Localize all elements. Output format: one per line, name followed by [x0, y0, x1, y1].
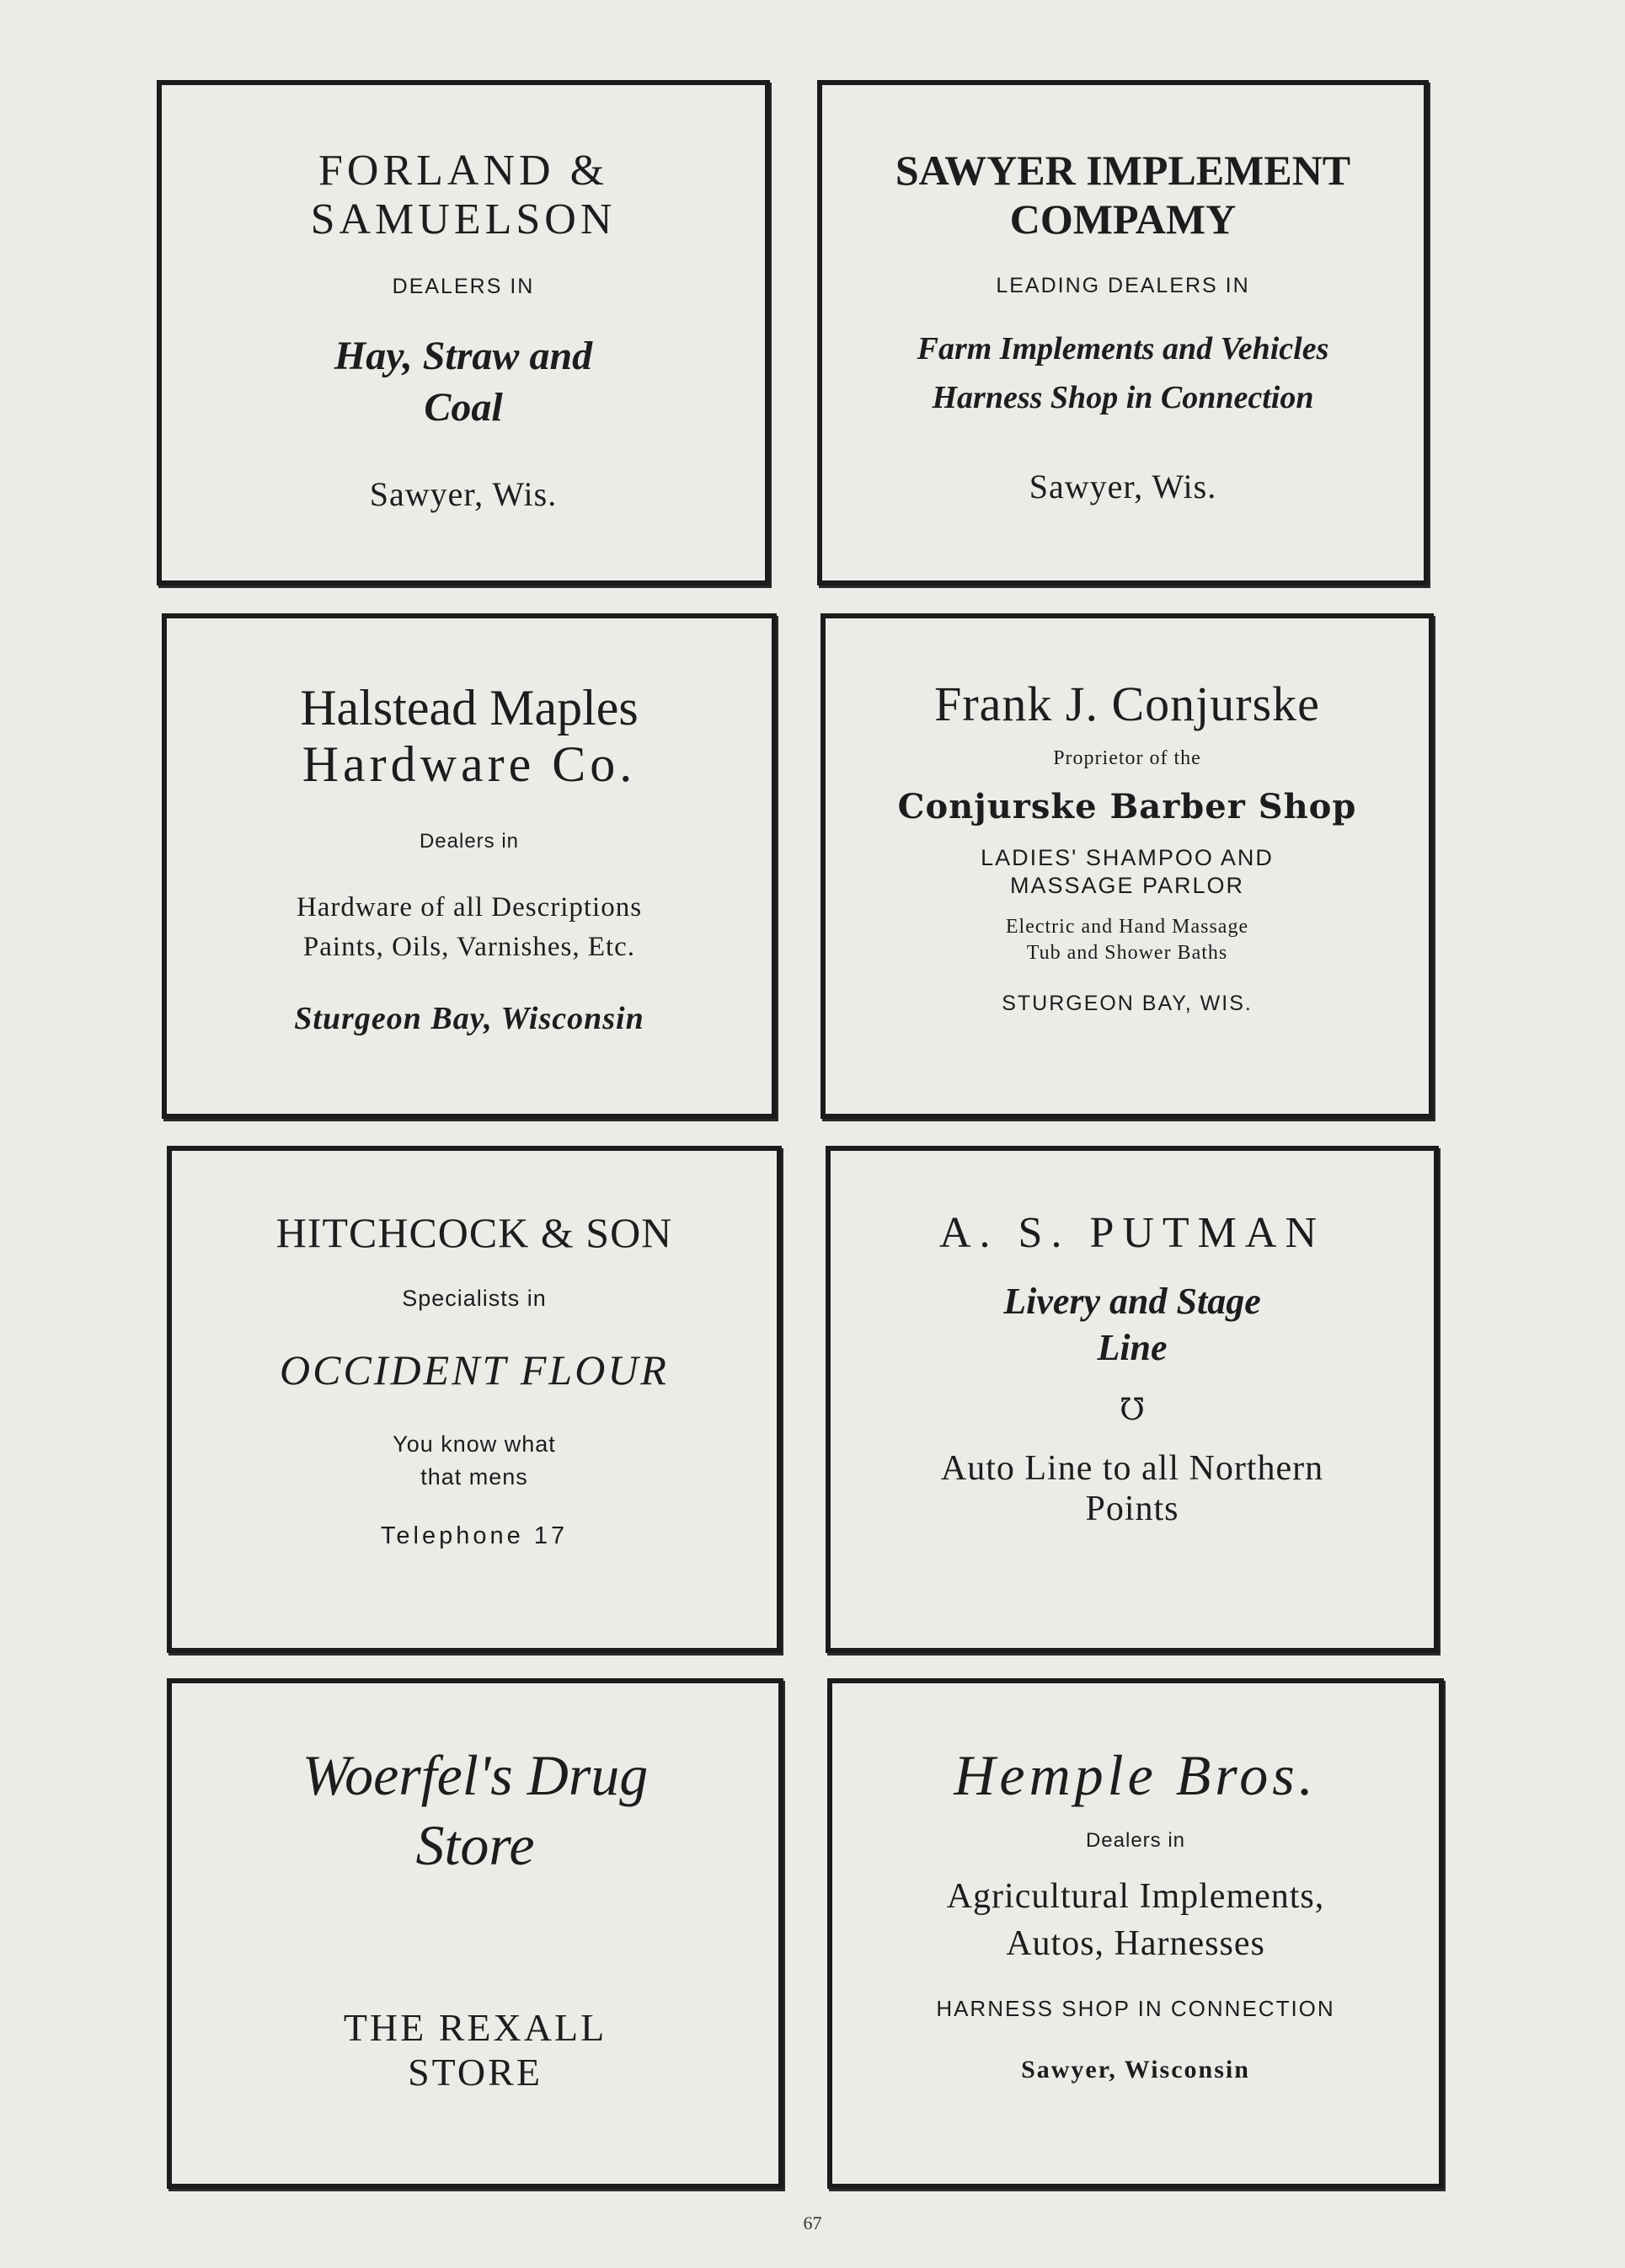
ad-shop-name: Conjurske Barber Shop: [897, 787, 1357, 826]
ad-location: STURGEON BAY, WIS.: [1002, 992, 1253, 1015]
page-number: 67: [803, 2212, 822, 2233]
ad-title-line: COMPAMY: [1009, 195, 1237, 243]
ad-service-line: LADIES' SHAMPOO AND: [981, 845, 1274, 870]
ad-service-line: Electric and Hand Massage: [1005, 916, 1249, 938]
ad-product-line: Harness Shop in Connection: [932, 380, 1314, 415]
ad-conjurske: [821, 613, 1434, 1119]
ad-sawyer-implement: [817, 80, 1429, 586]
ad-title-line: HITCHCOCK & SON: [275, 1209, 673, 1256]
ad-location: Sawyer, Wis.: [369, 475, 558, 513]
ad-title-line: Hardware Co.: [302, 736, 637, 792]
ad-product-line: OCCIDENT FLOUR: [280, 1346, 669, 1393]
ad-tagline: THE REXALL: [343, 2006, 607, 2049]
horseshoe-icon: ℧: [1120, 1393, 1145, 1426]
ad-title-line: Store: [415, 1813, 535, 1877]
ad-location: Sawyer, Wisconsin: [1021, 2056, 1250, 2083]
ad-title-line: SAWYER IMPLEMENT: [895, 147, 1351, 194]
ad-product-line: Paints, Oils, Varnishes, Etc.: [302, 932, 636, 962]
ad-service-line: Auto Line to all Northern: [940, 1449, 1324, 1488]
ad-subheading: Specialists in: [402, 1286, 547, 1311]
ad-title-line: FORLAND &: [318, 147, 609, 195]
ad-product-line: Hay, Straw and: [334, 334, 593, 378]
ad-title-line: Halstead Maples: [300, 680, 639, 735]
ad-service-line: Points: [1085, 1490, 1179, 1528]
ad-title-line: Hemple Bros.: [954, 1743, 1318, 1807]
ad-service-line: MASSAGE PARLOR: [1009, 873, 1245, 898]
ad-title-line: Frank J. Conjurske: [934, 677, 1320, 731]
ad-tagline: that mens: [420, 1464, 528, 1490]
ad-location: Sawyer, Wis.: [1029, 468, 1217, 505]
ad-hemple-bros: [827, 1678, 1444, 2189]
ad-subheading: LEADING DEALERS IN: [996, 274, 1250, 297]
ad-subheading: Dealers in: [419, 830, 520, 853]
ad-title-line: A. S. PUTMAN: [938, 1209, 1326, 1257]
ad-service-line: HARNESS SHOP IN CONNECTION: [936, 1996, 1335, 2021]
ad-putman: [826, 1146, 1439, 1653]
ad-product-line: Autos, Harnesses: [1006, 1924, 1265, 1963]
ad-product-line: Hardware of all Descriptions: [296, 892, 643, 923]
ad-title-line: SAMUELSON: [310, 195, 617, 243]
ad-product-line: Agricultural Implements,: [946, 1877, 1325, 1916]
ad-halstead-maples: [162, 613, 777, 1119]
ad-subheading: Proprietor of the: [1053, 747, 1201, 769]
ad-forland-samuelson: [157, 80, 770, 586]
ad-product-line: Livery and Stage: [1003, 1281, 1261, 1322]
ad-service-line: Tub and Shower Baths: [1026, 942, 1228, 964]
ad-hitchcock-son: [167, 1146, 782, 1653]
ad-product-line: Coal: [424, 385, 503, 430]
ad-title-line: Woerfel's Drug: [302, 1743, 649, 1807]
ad-location: Sturgeon Bay, Wisconsin: [294, 1001, 644, 1036]
ad-tagline: STORE: [408, 2051, 543, 2094]
ad-product-line: Farm Implements and Vehicles: [917, 331, 1329, 366]
ad-woerfel-drug: [167, 1678, 783, 2189]
ad-tagline: You know what: [393, 1431, 556, 1457]
ad-phone: Telephone 17: [380, 1522, 569, 1549]
ad-subheading: Dealers in: [1085, 1829, 1186, 1852]
ad-subheading: DEALERS IN: [392, 275, 535, 298]
ad-product-line: Line: [1097, 1327, 1168, 1368]
